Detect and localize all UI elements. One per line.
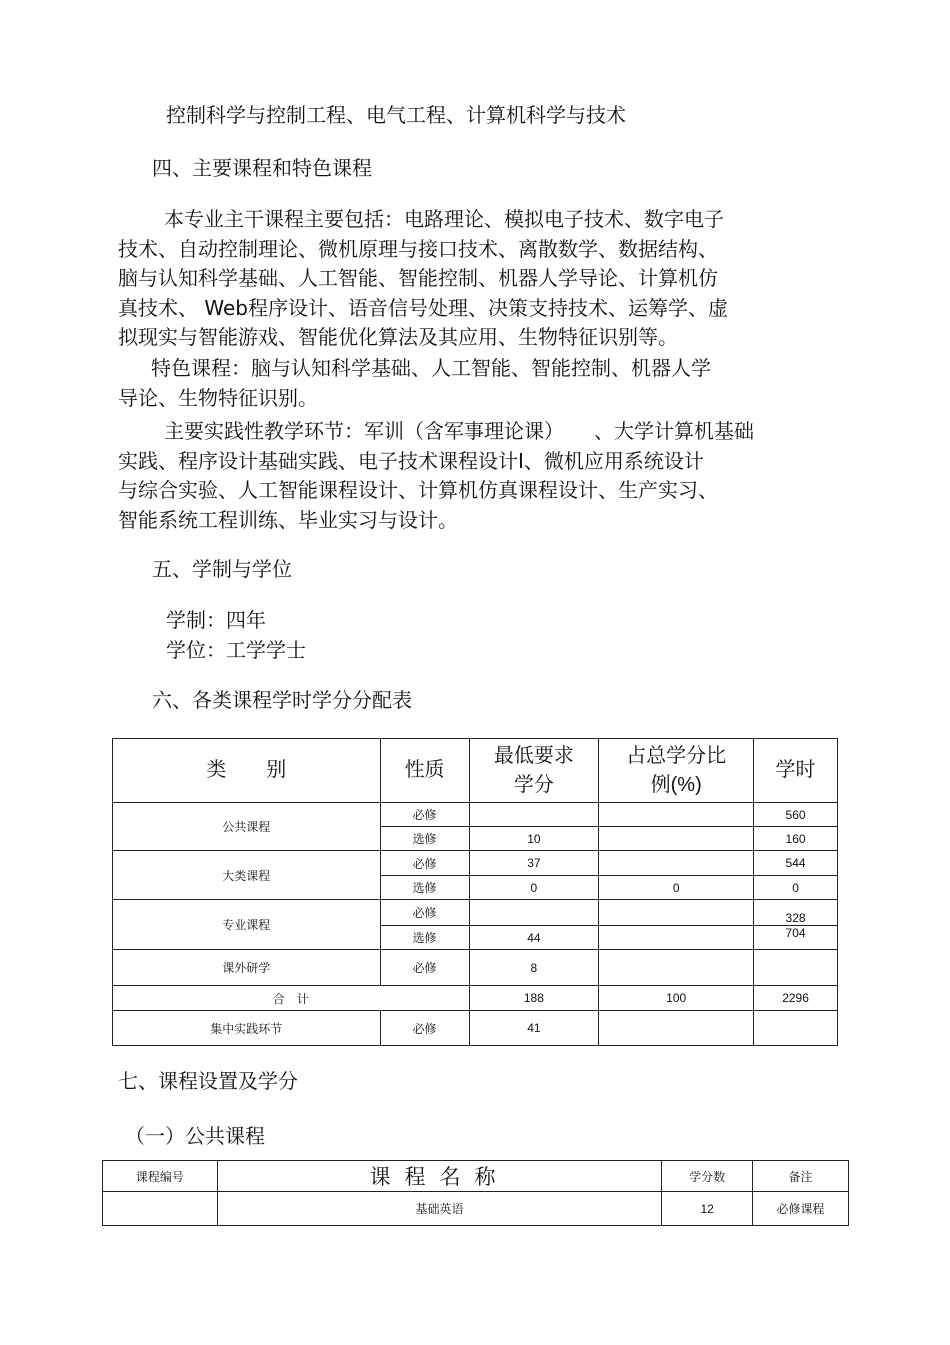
ratio-cell <box>599 900 754 926</box>
public-courses-table <box>102 1160 849 1226</box>
category-cell: 专业课程 <box>113 900 381 950</box>
main-courses-line: 脑与认知科学基础、人工智能、智能控制、机器人学导论、计算机仿 <box>118 266 718 290</box>
credit-allocation-table <box>112 738 838 1046</box>
header-hours: 学时 <box>754 739 838 803</box>
nature-cell: 选修 <box>380 827 469 851</box>
credits-cell: 0 <box>469 876 599 900</box>
credits-cell: 8 <box>469 950 599 986</box>
table-header-row <box>113 739 838 803</box>
total-label: 合 计 <box>113 986 470 1011</box>
main-courses-line: 真技术、 Web程序设计、语音信号处理、决策支持技术、运筹学、虚 <box>118 295 728 320</box>
ratio-cell <box>599 950 754 986</box>
table-row <box>103 1192 849 1226</box>
category-cell: 课外研学 <box>113 950 381 986</box>
header-nature: 性质 <box>380 739 469 803</box>
header-credits: 学分数 <box>662 1161 753 1192</box>
header-min-credits-line1: 最低要求 <box>493 744 574 767</box>
practice-line: 智能系统工程训练、毕业实习与设计。 <box>118 507 458 532</box>
header-note: 备注 <box>753 1161 849 1192</box>
practice-line: 实践、程序设计基础实践、电子技术课程设计Ⅰ、微机应用系统设计 <box>118 448 704 473</box>
credits-cell <box>469 803 599 827</box>
header-min-credits <box>469 739 599 803</box>
category-cell: 集中实践环节 <box>113 1011 381 1046</box>
header-ratio-line2: 例(%) <box>650 773 702 796</box>
practice-paragraph <box>118 417 754 535</box>
section5-heading: 五、学制与学位 <box>152 557 292 581</box>
section4-heading: 四、主要课程和特色课程 <box>152 156 372 180</box>
intro-line: 控制科学与控制工程、电气工程、计算机科学与技术 <box>166 103 626 127</box>
table-header-row <box>103 1161 849 1192</box>
credits-cell: 37 <box>469 851 599 876</box>
nature-cell: 必修 <box>380 900 469 926</box>
hours-cell: 544 <box>754 851 838 876</box>
hours-cell: 0 <box>754 876 838 900</box>
practice-line: 与综合实验、人工智能课程设计、计算机仿真课程设计、生产实习、 <box>118 478 718 502</box>
main-courses-line: 本专业主干课程主要包括：电路理论、模拟电子技术、数字电子 <box>164 207 724 231</box>
featured-courses-paragraph <box>118 354 711 413</box>
code-cell <box>103 1192 218 1226</box>
credits-cell: 12 <box>662 1192 753 1226</box>
nature-cell: 必修 <box>380 950 469 986</box>
hours-cell: 160 <box>754 827 838 851</box>
featured-courses-line: 特色课程：脑与认知科学基础、人工智能、智能控制、机器人学 <box>151 356 711 380</box>
practice-line: 主要实践性教学环节：军训（含军事理论课） 、大学计算机基础 <box>164 419 754 443</box>
header-category: 类 别 <box>113 739 381 803</box>
duration-text: 学制：四年 <box>166 608 266 632</box>
main-courses-paragraph <box>118 205 728 353</box>
header-code: 课程编号 <box>103 1161 218 1192</box>
category-cell: 大类课程 <box>113 851 381 900</box>
section6-heading: 六、各类课程学时学分分配表 <box>152 688 412 712</box>
main-courses-line: 拟现实与智能游戏、智能优化算法及其应用、生物特征识别等。 <box>118 325 678 349</box>
nature-cell: 必修 <box>380 1011 469 1046</box>
ratio-cell <box>599 1011 754 1046</box>
total-hours: 2296 <box>754 986 838 1011</box>
table-row <box>113 900 838 926</box>
header-ratio <box>599 739 754 803</box>
section7-heading: 七、课程设置及学分 <box>118 1069 298 1093</box>
total-ratio: 100 <box>599 986 754 1011</box>
practice-row <box>113 1011 838 1046</box>
ratio-cell <box>599 803 754 827</box>
section7-sub1: （一）公共课程 <box>125 1124 265 1148</box>
nature-cell: 必修 <box>380 851 469 876</box>
nature-cell: 必修 <box>380 803 469 827</box>
hours-cell: 560 <box>754 803 838 827</box>
header-min-credits-line2: 学分 <box>513 773 554 796</box>
ratio-cell: 0 <box>599 876 754 900</box>
total-credits: 188 <box>469 986 599 1011</box>
table-row <box>113 950 838 986</box>
header-ratio-line1: 占总学分比 <box>626 744 727 767</box>
hours-cell: 328 <box>754 900 838 926</box>
hours-cell <box>754 950 838 986</box>
ratio-cell <box>599 827 754 851</box>
degree-text: 学位：工学学士 <box>166 638 306 662</box>
featured-courses-line: 导论、生物特征识别。 <box>118 385 318 410</box>
total-row <box>113 986 838 1011</box>
category-cell: 公共课程 <box>113 803 381 851</box>
hours-cell: 704 <box>754 926 838 950</box>
credits-cell: 44 <box>469 926 599 950</box>
ratio-cell <box>599 851 754 876</box>
table-row <box>113 851 838 876</box>
credits-cell: 41 <box>469 1011 599 1046</box>
ratio-cell <box>599 926 754 950</box>
table-row <box>113 803 838 827</box>
hours-cell <box>754 1011 838 1046</box>
header-name: 课程名称 <box>217 1161 661 1192</box>
credits-cell: 10 <box>469 827 599 851</box>
note-cell: 必修课程 <box>753 1192 849 1226</box>
main-courses-line: 技术、自动控制理论、微机原理与接口技术、离散数学、数据结构、 <box>118 236 718 261</box>
nature-cell: 选修 <box>380 876 469 900</box>
credits-cell <box>469 900 599 926</box>
nature-cell: 选修 <box>380 926 469 950</box>
name-cell: 基础英语 <box>217 1192 661 1226</box>
